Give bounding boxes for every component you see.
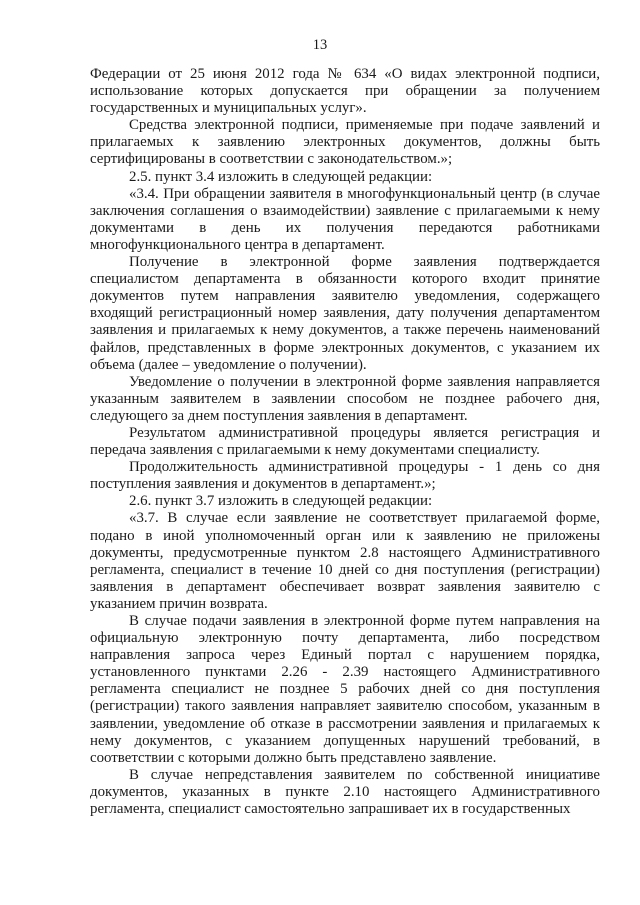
paragraph: 2.6. пункт 3.7 изложить в следующей редакции: [129, 493, 433, 510]
paragraph: Продолжительность административной процедуры - 1 день со дня поступления заявления и документов в департамент.»; [90, 459, 600, 493]
paragraph: «3.7. В случае если заявление не соответствует прилагаемой форме, подано в иной уполномоченный орган или к заявлению не приложены документы, предусмотренные пунктом 2.8 настоящего Административного регламента, специалист в течение 10 дней со дня поступления (регистрации) заявления в департамент обеспечивает возврат заявления заявителю с указанием причин возврата. [90, 510, 600, 612]
paragraph: Средства электронной подписи, применяемые при подаче заявлений и прилагаемых к заявлению электронных документов, должны быть сертифицированы в соответствии с законодательством.»; [90, 117, 600, 168]
paragraph: Результатом административной процедуры является регистрация и передача заявления с прилагаемыми к нему документами специалисту. [90, 424, 600, 459]
paragraph: Получение в электронной форме заявления подтверждается специалистом департамента в обязанности которого входит принятие документов путем направления заявителю уведомления, содержащего входящий регистрационный номер заявления, дату получения департаментом заявления и прилагаемых к нему документов, а также перечень наименований файлов, представленных в форме электронных документов, с указанием их объема (далее – уведомление о получении). [90, 254, 600, 373]
paragraph: 2.5. пункт 3.4 изложить в следующей редакции: [129, 168, 433, 185]
paragraph: «3.4. При обращении заявителя в многофункциональный центр (в случае заключения соглашения о взаимодействии) заявление с прилагаемыми к нему документами в день их получения передаются работниками многофункционального центра в департамент. [90, 185, 600, 253]
paragraph: Федерации от 25 июня 2012 года № 634 «О видах электронной подписи, использование которых допускается при обращении за получением государственных и муниципальных услуг». [90, 66, 600, 117]
paragraph: В случае подачи заявления в электронной форме путем направления на официальную электронную почту департамента, либо посредством направления запроса через Единый портал с нарушением порядка, установленного пунктами 2.26 - 2.39 настоящего Административного регламента специалист не позднее 5 рабочих дней со дня поступления (регистрации) такого заявления направляет заявителю способом, указанным в заявлении, уведомление об отказе в рассмотрении заявления и прилагаемых к нему документов, с указанием допущенных нарушений требований, в соответствии с которыми должно быть представлено заявление. [90, 613, 600, 766]
document-body [90, 66, 600, 818]
paragraph: Уведомление о получении в электронной форме заявления направляется указанным заявителем в заявлении способом не позднее рабочего дня, следующего за днем поступления заявления в департамент. [90, 373, 600, 424]
paragraph: В случае непредставления заявителем по собственной инициативе документов, указанных в пункте 2.10 настоящего Административного регламента, специалист самостоятельно запрашивает их в государственных [90, 766, 600, 818]
page-number: 13 [312, 37, 328, 53]
